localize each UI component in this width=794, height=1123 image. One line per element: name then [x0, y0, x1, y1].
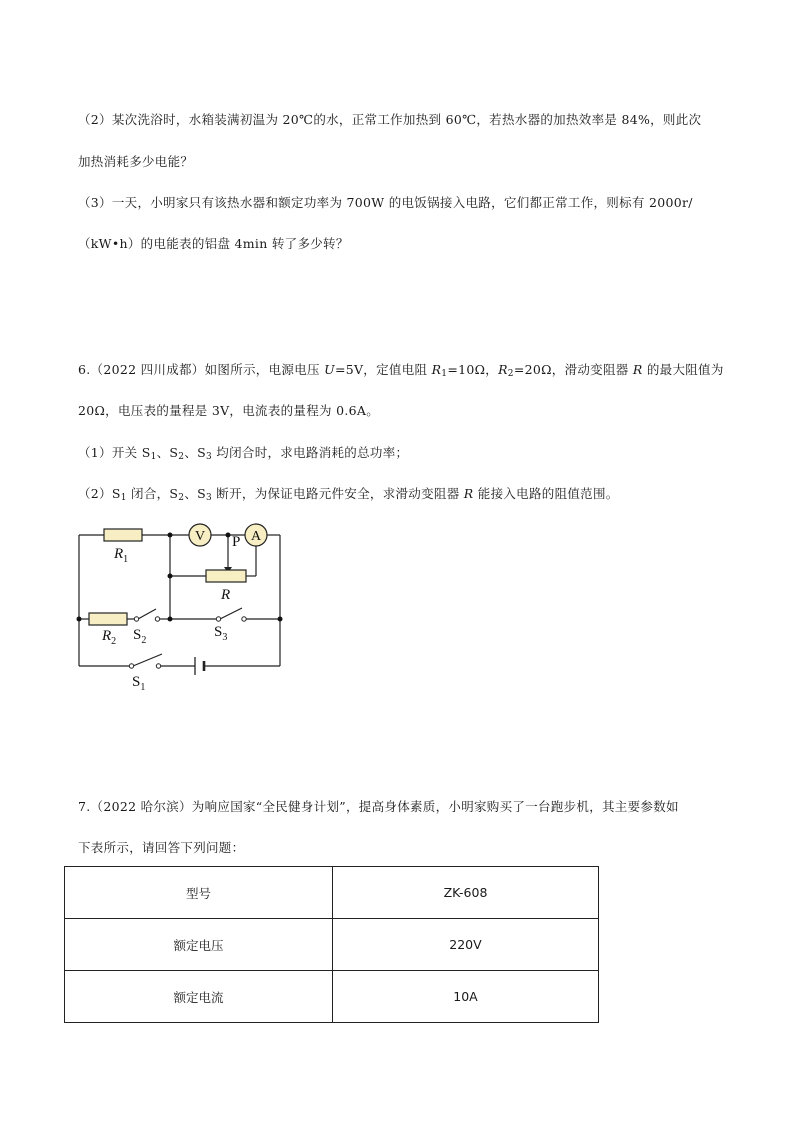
- q7-line1: 7.（2022 哈尔滨）为响应国家“全民健身计划”，提高身体素质，小明家购买了一台跑步机，其主要参数如: [78, 799, 679, 814]
- q6-part1: （1）开关 $S_1$、$S_2$、$S_3$ 均闭合时，求电路消耗的总功率；: [78, 445, 409, 462]
- table-row: [65, 971, 599, 1023]
- table-cell-value: 10A: [333, 971, 599, 1023]
- voltmeter-label: V: [194, 529, 206, 544]
- r1-resistor: [104, 529, 142, 541]
- label-s2: $S_2$: [133, 627, 147, 646]
- table-row: [65, 919, 599, 971]
- label-r: R: [221, 587, 231, 603]
- table-cell-label: 额定电压: [65, 919, 333, 971]
- q5-part3-line2: （kW•h）的电能表的铝盘 4min 转了多少转？: [78, 236, 349, 251]
- q6-part2: $(2)S_1$ 闭合，$S_2$、$S_3$ 断开，为保证电路元件安全，求滑动变阻器 R 能接入电路的阻值范围。: [78, 486, 619, 503]
- r2-resistor: [89, 613, 127, 625]
- label-r1: $R_1$: [114, 546, 129, 565]
- table-cell-label: 额定电流: [65, 971, 333, 1023]
- table-cell-label: 型号: [65, 867, 333, 919]
- label-r2: $R_2$: [102, 628, 117, 647]
- q5-part2-line1: （2）某次洗浴时，水箱装满初温为 20℃的水，正常工作加热到 60℃，若热水器的加热效率是 84%，则此次: [78, 112, 702, 127]
- label-s3: $S_3$: [214, 624, 228, 643]
- q6-line2: 20Ω，电压表的量程是 3V，电流表的量程为 0.6A。: [78, 403, 380, 418]
- q6-intro: 6.（2022 四川成都）如图所示，电源电压 U=5V，定值电阻 $R_1=10\Omega$，$R_2=20\Omega$，滑动变阻器 R 的最大阻值为: [78, 362, 724, 379]
- q5-part3-line1: （3）一天，小明家只有该热水器和额定功率为 700W 的电饭锅接入电路，它们都正常工作，则标有 2000r/: [78, 195, 693, 210]
- table-cell-value: ZK-608: [333, 867, 599, 919]
- circuit-diagram: [72, 518, 292, 693]
- label-p: P: [232, 534, 241, 550]
- q7-line2: 下表所示，请回答下列问题：: [78, 840, 245, 855]
- label-s1: $S_1$: [132, 674, 146, 693]
- rheostat-resistor: [206, 570, 246, 582]
- table-row: [65, 867, 599, 919]
- spec-table: [64, 866, 599, 1023]
- q5-part2-line2: 加热消耗多少电能？: [78, 154, 194, 169]
- ammeter-label: A: [250, 529, 262, 544]
- table-cell-value: 220V: [333, 919, 599, 971]
